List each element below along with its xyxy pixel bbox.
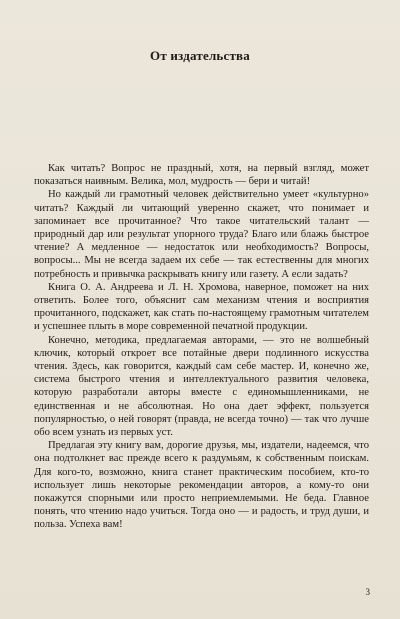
paragraph: Конечно, методика, предлагаемая авторами, — это не волшебный ключик, который откроет все потайные двери подлинного искусства чтения. Здесь, как говорится, каждый сам себе мастер. И, конечно же, система быстрого чтения и интеллектуального развития человека, которую разработали авторы вместе с единомышленниками, не единственная и не абсолютная. Но она дает эффект, пользуется популярностью, о ней говорят (правда, не всегда точно) — так что лучше обо всем узнать из первых уст. — [34, 334, 369, 439]
body-text — [34, 162, 369, 532]
paragraph: Но каждый ли грамотный человек действительно умеет «культурно» читать? Каждый ли читающий уверенно скажет, что понимает и запоминает все прочитанное? Что такое читательский талант — природный дар или результат упорного труда? Благо или блажь быстрое чтение? А медленное — недостаток или необходимость? Вопросы, вопросы... Мы не всегда задаем их себе — так естественны для многих потребность и привычка раскрывать книгу или газету. А если задать? — [34, 189, 369, 280]
page-title: От издательства — [150, 48, 250, 63]
paragraph: Книга О. А. Андреева и Л. Н. Хромова, наверное, поможет на них ответить. Более того, объяснит сам механизм чтения и восприятия прочитанного, подскажет, как стать по-настоящему грамотным читателем и успешнее плыть в море современной печатной продукции. — [34, 281, 369, 333]
paragraph: Как читать? Вопрос не праздный, хотя, на первый взгляд, может показаться наивным. Велика, мол, мудрость — бери и читай! — [34, 163, 369, 188]
page-number: 3 — [365, 587, 370, 597]
paragraph: Предлагая эту книгу вам, дорогие друзья, мы, издатели, надеемся, что она подтолкнет вас прежде всего к раздумьям, к собственным поискам. Для кого-то, возможно, книга станет практическим пособием, кто-то использует лишь некоторые рекомендации авторов, а кому-то они покажутся спорными или просто неприемлемыми. Не беда. Главное понять, что чтению надо учиться. Тогда оно — и радость, и труд души, и польза. Успеха вам! — [34, 440, 369, 531]
